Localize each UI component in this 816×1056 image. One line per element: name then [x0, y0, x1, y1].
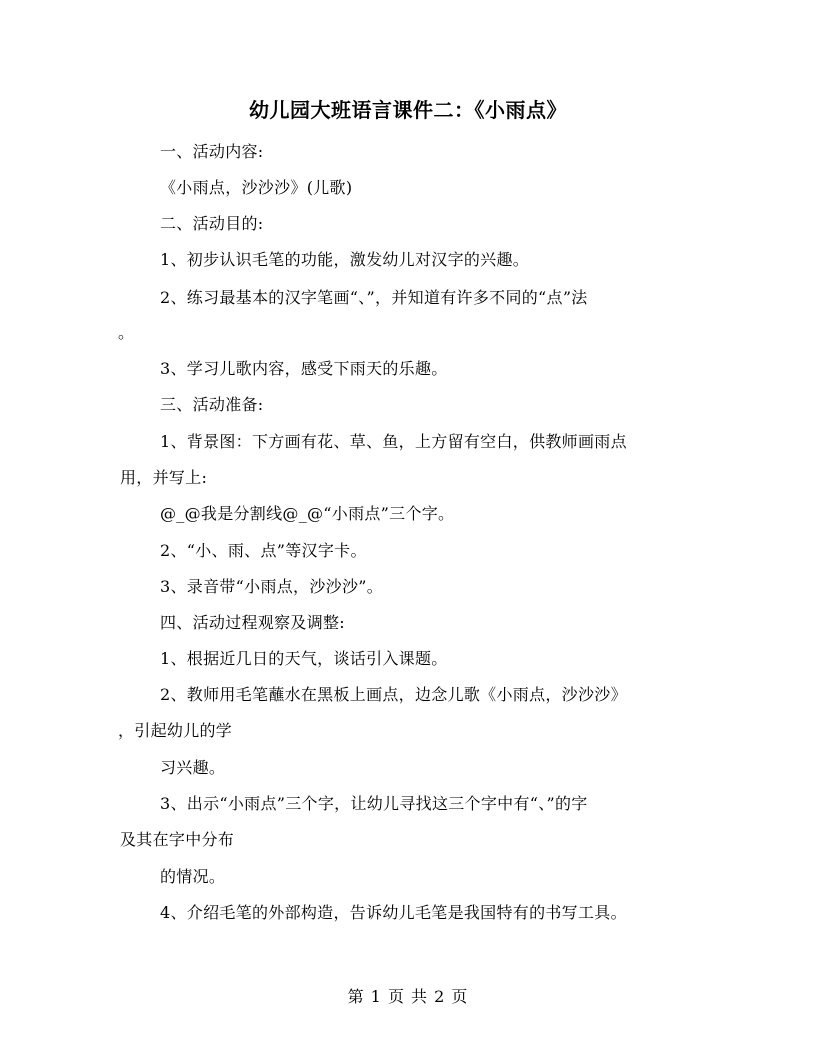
paragraph-line: ，引起幼儿的学: [118, 721, 233, 740]
paragraph-line: 2、教师用毛笔蘸水在黑板上画点，边念儿歌《小雨点，沙沙沙》: [160, 685, 627, 704]
paragraph-line: 《小雨点，沙沙沙》(儿歌): [160, 178, 353, 197]
paragraph-line: 1、初步认识毛笔的功能，激发幼儿对汉字的兴趣。: [160, 250, 530, 269]
paragraph-line: 4、介绍毛笔的外部构造，告诉幼儿毛笔是我国特有的书写工具。: [160, 903, 627, 922]
page-number: 第 1 页 共 2 页: [347, 987, 469, 1006]
paragraph-line: 1、背景图：下方画有花、草、鱼，上方留有空白，供教师画雨点: [160, 432, 627, 451]
paragraph-line: 。: [118, 323, 135, 342]
paragraph-line: 3、录音带“小雨点，沙沙沙”。: [160, 577, 384, 596]
paragraph-line: 用，并写上:: [120, 468, 208, 487]
paragraph-line: 习兴趣。: [160, 758, 226, 777]
paragraph-line: 及其在字中分布: [120, 830, 235, 849]
paragraph-line: 2、“小、雨、点”等汉字卡。: [160, 541, 367, 560]
paragraph-line: 的情况。: [160, 867, 226, 886]
document-title: 幼儿园大班语言课件二：《小雨点》: [249, 98, 567, 122]
paragraph-line: 二、活动目的:: [160, 214, 264, 233]
paragraph-line: 一、活动内容:: [160, 142, 264, 161]
paragraph-line: @_@我是分割线@_@“小雨点”三个字。: [160, 504, 455, 523]
paragraph-line: 2、练习最基本的汉字笔画“、”，并知道有许多不同的“点”法: [160, 288, 588, 307]
paragraph-line: 四、活动过程观察及调整:: [160, 613, 345, 632]
paragraph-line: 3、学习儿歌内容，感受下雨天的乐趣。: [160, 359, 448, 378]
paragraph-line: 3、出示“小雨点”三个字，让幼儿寻找这三个字中有“、”的字: [160, 794, 588, 813]
paragraph-line: 三、活动准备:: [160, 395, 264, 414]
paragraph-line: 1、根据近几日的天气，谈话引入课题。: [160, 649, 448, 668]
